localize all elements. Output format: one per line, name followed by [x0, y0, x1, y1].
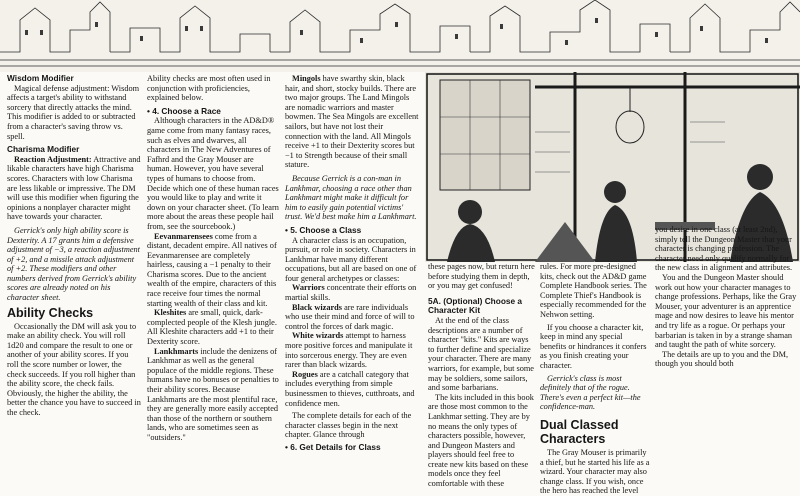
get-details-heading: • 6. Get Details for Class: [285, 441, 381, 452]
rogues-text: [285, 370, 420, 408]
white-wizards-body: attempt to harness more positive forces and manipulate it into sorcerous energy. They are even rarer than black wizards.: [285, 331, 413, 370]
choose-race-text: Although characters in the AD&D® game come from many fantasy races, such as elves and dwarves, all characters in The New Adventures of Fafhrd and the Gray Mouser are human. However, you have several types of humans to choose from. Decide which one of these human races you would like to play and write it down on your character sheet. (To learn more about the areas these people hail from, see the sourcebook.): [147, 116, 279, 231]
reaction-adjustment-body: Attractive and likable characters have high Charisma scores. Characters with low Charisma are less likable or impressive. The DM will use this modifier when figuring the opinions a nonplayer character might have towards your character.: [7, 154, 141, 222]
complete-details-text: The complete details for each of the character classes begin in the next chapter. Glance through: [285, 411, 412, 440]
black-wizards-body: are rare individuals who use their mind and force of will to control the forces of dark magic.: [285, 302, 415, 331]
black-wizards-label: Black wizards: [292, 302, 343, 312]
choose-class-heading: • 5. Choose a Class: [285, 224, 362, 235]
ability-checks-continued: Ability checks are most often used in conjunction with proficiencies, explained below.: [147, 74, 271, 103]
eevanmarensees-body: come from a distant, decadent empire. All natives of Eevanmarensee are completely hairless, causing a −1 penalty to their Charisma scores. Due to the ancient wealth of the empire, characters of this race receive four times the normal starting wealth of their class and kit.: [147, 231, 277, 308]
mingols-body: have swarthy skin, black hair, and short, stocky builds. There are two major groups. The Land Mingols are nomadic warriors and master bowmen. The Sea Mingols are excellent sailors, but have not lost their connection with the land. All Mingols receive +1 to their Dexterity scores but −1 to Strength because of their small stature.: [285, 74, 419, 170]
details-up-to-you-text: The details are up to you and the DM, though you should both: [655, 349, 789, 369]
white-wizards-text: [285, 331, 420, 369]
ability-checks-text: Occasionally the DM will ask you to make an ability check. You will roll 1d20 and compare the result to one or another of your ability scores. If you roll the score number or lower, the check succeeds. If you roll higher than the ability score, the check fails. Obviously, the higher the ability, the better the chance you have to succeed in the check.: [7, 321, 141, 417]
warriors-text: [285, 283, 420, 302]
column-4: [428, 262, 536, 489]
character-kit-heading: 5A. (Optional) Choose a Character Kit: [428, 295, 523, 316]
column-5: [540, 262, 650, 496]
work-out-text: You and the Dungeon Master should work out how your character manages to change professions. Perhaps, like the Gray Mouser, your adventurer is an apprentice mage and now desires to leave his mentor and try life as a rogue. Or perhaps your barbarian is taken in by a strange shaman and taught the path of white sorcery.: [655, 272, 797, 350]
choose-kit-text: If you choose a character kit, keep in mind any special benefits or hindrances it confers as you finish creating your character.: [540, 322, 647, 370]
column-1: [7, 74, 142, 418]
mingols-label: Mingols: [292, 74, 321, 83]
mingols-text: [285, 74, 420, 170]
black-wizards-text: [285, 303, 420, 332]
dual-classed-text: The Gray Mouser is primarily a thief, but he started his life as a wizard. Your character may also change class. If you wish, once the hero has reached the level: [540, 447, 650, 496]
city-banner-illustration: [0, 0, 800, 72]
dual-classed-heading: Dual Classed Characters: [540, 417, 619, 446]
rules-continued-text: rules. For more pre-designed kits, check out the AD&D game Complete Handbook series. The Complete Thief's Handbook is especially recommended for the Nehwon setting.: [540, 262, 647, 319]
return-here-text: these pages now, but return here before studying them in depth, or you may get confused!: [428, 262, 535, 291]
kits-included-text: The kits included in this book are those most common to the Lankhmar setting. They are by no means the only types of characters possible, however, and Dungeon Masters and players should feel free to create new kits based on these models once they feel comfortable with these: [428, 392, 534, 489]
kleshites-text: [147, 308, 279, 346]
column-3: [285, 74, 420, 453]
kleshites-body: are small, quick, dark-complected people of the Klesh jungle. All Kleshite characters add +1 to their Dexterity score.: [147, 308, 277, 347]
rogues-label: Rogues: [292, 369, 318, 379]
reaction-adjustment-label: Reaction Adjustment:: [14, 154, 92, 164]
white-wizards-label: White wizards: [292, 331, 344, 341]
gerrick-race-note: Because Gerrick is a con-man in Lankhmar, choosing a race other than Lankhmart might make it difficult for him to easily gain potential victims' trust. We'd best make him a Lankhmart.: [285, 173, 417, 222]
warriors-label: Warriors: [292, 283, 325, 293]
gerrick-class-note: Gerrick's class is most definitely that of the rogue. There's even a perfect kit—the confidence-man.: [540, 373, 641, 412]
character-kit-text: At the end of the class descriptions are a number of character "kits." Kits are ways to further define and specialize your character. There are many warriors, for example, but some may be soldiers, some sailors, and some barbarians.: [428, 315, 534, 393]
lankhmarts-body: include the denizens of Lankhmar as well as the general populace of the middle regions. These humans have no bonuses or penalties to their ability scores. Because Lankhmarts are the most plentiful race, they are generally more easily accepted than those of the northern or southern lands, who are sometimes seen as "outsiders.": [147, 346, 279, 442]
gerrick-dexterity-note: Gerrick's only high ability score is Dexterity. A 17 grants him a defensive adjustment of −3, a reaction adjustment of +2, and a missile attack adjustment of +2. These modifiers and other numbers derived from Gerrick's ability scores are already noted on his character sheet.: [7, 225, 140, 303]
charisma-modifier-heading: Charisma Modifier: [7, 144, 80, 155]
change-profession-text: you desire in one class (at least 2nd), simply tell the Dungeon Master that your character is changing profession. The character need only qualify normally for the new class in alignment and attributes.: [655, 225, 793, 273]
eevanmarensees-label: Eevanmarensees: [154, 231, 213, 241]
eevanmarensees-text: [147, 232, 279, 309]
ability-checks-heading: Ability Checks: [7, 305, 94, 320]
wisdom-modifier-heading: Wisdom Modifier: [7, 73, 74, 83]
kleshites-label: Kleshites: [154, 308, 187, 318]
lankhmarts-text: [147, 347, 279, 443]
lankhmarts-label: Lankhmarts: [154, 346, 199, 356]
warriors-body: concentrate their efforts on martial skills.: [285, 283, 417, 303]
column-2: [147, 74, 279, 443]
choose-race-heading: • 4. Choose a Race: [147, 105, 221, 116]
column-6: [655, 225, 798, 369]
wisdom-modifier-text: Magical defense adjustment: Wisdom affects a target's ability to withstand sorcery that directly attacks the mind. This modifier is added to or subtracted from a character's saving throw vs. spell.: [7, 83, 140, 141]
rogues-body: are a catchall category that includes everything from simple businessmen to thieves, cutthroats, and confidence men.: [285, 369, 415, 408]
choose-class-text: A character class is an occupation, pursuit, or role in society. Characters in Lankhmar have many different occupations, but all are based on one of four general archetypes or classes:: [285, 235, 417, 283]
reaction-adjustment-text: [7, 155, 142, 222]
